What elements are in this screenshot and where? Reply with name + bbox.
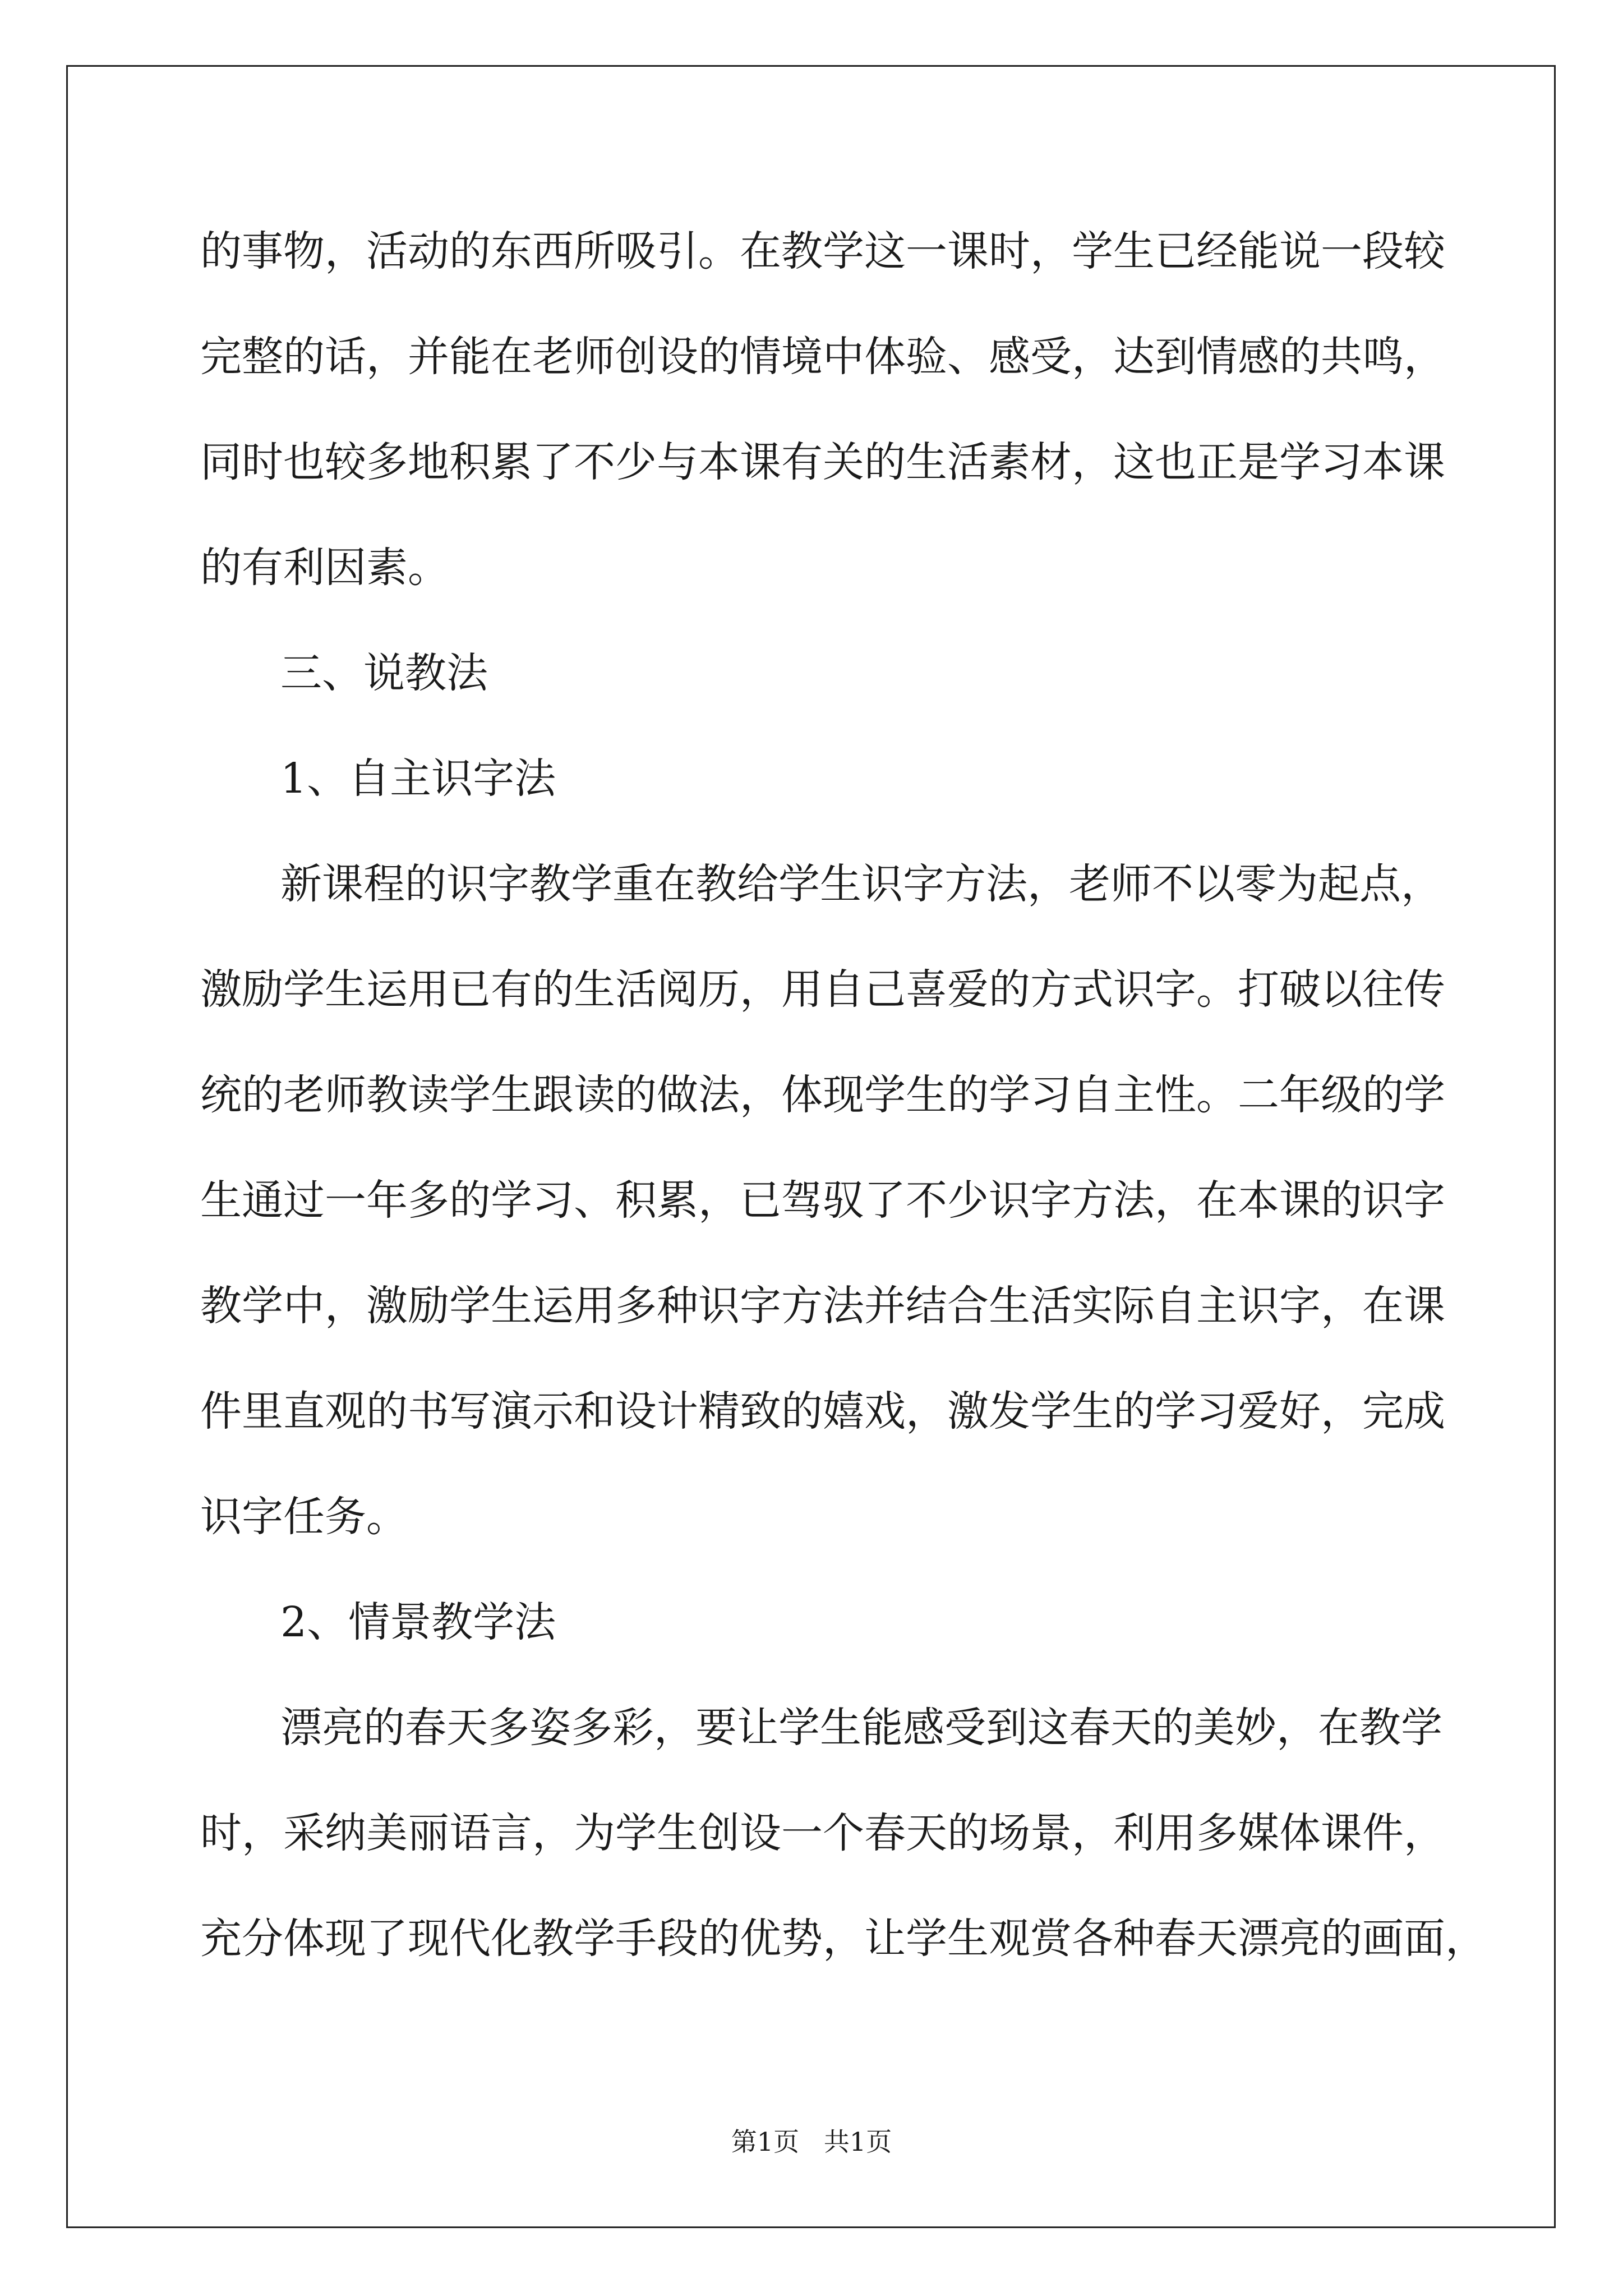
section-heading: 三、说教法 [280, 649, 488, 697]
text-line: 教学中，激励学生运用多种识字方法并结合生活实际自主识字，在课 [200, 1282, 1445, 1330]
subsection-heading: 2、情景教学法 [280, 1598, 556, 1646]
text-line: 的事物，活动的东西所吸引。在教学这一课时，学生已经能说一段较 [200, 227, 1445, 275]
page-footer: 第1页 共1页 [731, 2127, 892, 2157]
text-line: 同时也较多地积累了不少与本课有关的生活素材，这也正是学习本课 [200, 438, 1445, 486]
text-line: 新课程的识字教学重在教给学生识字方法，老师不以零为起点， [280, 860, 1442, 908]
text-line: 识字任务。 [200, 1493, 408, 1541]
page-border [66, 65, 1556, 2228]
text-line: 充分体现了现代化教学手段的优势，让学生观赏各种春天漂亮的画面， [200, 1915, 1487, 1963]
text-line: 完整的话，并能在老师创设的情境中体验、感受，达到情感的共鸣， [200, 333, 1445, 381]
subsection-heading: 1、自主识字法 [280, 754, 556, 803]
text-line: 激励学生运用已有的生活阅历，用自己喜爱的方式识字。打破以往传 [200, 965, 1445, 1014]
text-line: 件里直观的书写演示和设计精致的嬉戏，激发学生的学习爱好，完成 [200, 1387, 1445, 1435]
text-line: 生通过一年多的学习、积累，已驾驭了不少识字方法，在本课的识字 [200, 1176, 1445, 1225]
text-line: 时，采纳美丽语言，为学生创设一个春天的场景，利用多媒体课件， [200, 1809, 1445, 1857]
text-line: 漂亮的春天多姿多彩，要让学生能感受到这春天的美妙，在教学 [280, 1704, 1442, 1752]
text-line: 统的老师教读学生跟读的做法，体现学生的学习自主性。二年级的学 [200, 1071, 1445, 1119]
text-line: 的有利因素。 [200, 544, 449, 592]
